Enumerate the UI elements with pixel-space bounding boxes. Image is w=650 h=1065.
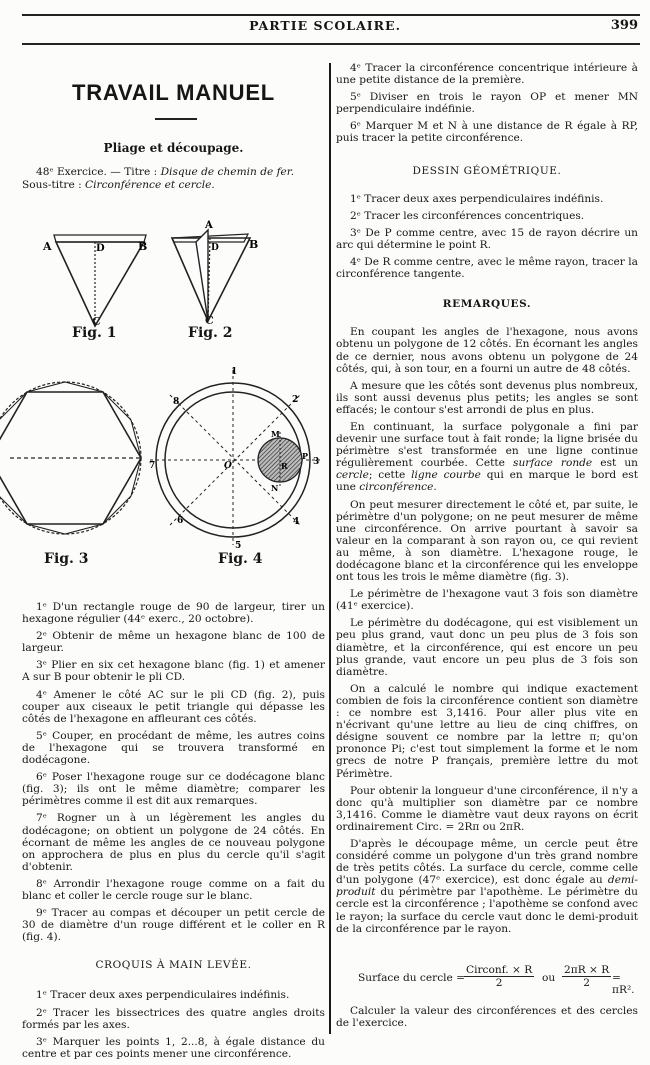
formula-lhs: Surface du cercle = (358, 972, 466, 984)
exercise-title: Disque de chemin de fer. (160, 166, 295, 178)
fig4-point-r: R (281, 461, 288, 471)
running-header-title: PARTIE SCOLAIRE. (249, 18, 401, 33)
remarque-paragraph-6: Le périmètre du dodécagone, qui est visiblement un peu plus grand, vaut donc un peu plus de 3 fois son diamètre, et la circonférence, qui est encore un peu plus grande, vaut encore un peu plus de 3 fois son diamètre. (336, 617, 638, 678)
croquis-step-4: 4ᵉ Tracer la circonférence concentrique intérieure à une petite distance de la première. (336, 62, 638, 87)
fig4-point-7: 7 (149, 461, 156, 471)
fig4-point-2: 2 (292, 395, 299, 405)
title-rule (155, 118, 197, 120)
fig4-label: Fig. 4 (218, 551, 263, 567)
fraction-1-denominator: 2 (495, 977, 503, 989)
fig3-hexagon (0, 392, 141, 524)
remarques-title: REMARQUES. (442, 298, 532, 311)
formula-fraction-2 (562, 964, 611, 990)
p3-text-e: ; cette (368, 469, 412, 482)
croquis-step-5: 5ᵉ Diviser en trois le rayon OP et mener MN perpendiculaire indéfinie. (336, 91, 638, 116)
dessin-step-2: 2ᵉ Tracer les circonférences concentriques. (350, 209, 585, 222)
section-subtitle: Pliage et découpage. (103, 141, 244, 155)
fig2-point-c: C (205, 314, 214, 327)
surface-formula (336, 964, 638, 994)
croquis-step-2: 2ᵉ Tracer les bissectrices des quatre angles droits formés par les axes. (22, 1006, 325, 1031)
header-bottom-rule (22, 43, 640, 45)
pliage-step-3: 3ᵉ Plier en six cet hexagone blanc (fig. 1) et amener A sur B pour obtenir le pli CD. (22, 659, 325, 684)
page-number: 399 (610, 18, 638, 33)
p3-text-i: . (433, 481, 437, 494)
fraction-2-denominator: 2 (583, 977, 591, 989)
remarque-paragraph-2: A mesure que les côtés sont devenus plus nombreux, ils sont aussi devenus plus petits; les angles se sont effacés; le contour s'est arrondi de plus en plus. (336, 379, 638, 416)
p9-text-c: du périmètre par l'apothème. Le périmètre du cercle est la circonférence ; l'apothème se confond avec le rayon; la surface du cercle vaut donc le demi-produit de la circonférence par le rayon. (336, 886, 638, 935)
remarque-paragraph-3 (336, 421, 638, 494)
fig3-circumscribed-circle (0, 382, 141, 534)
pliage-step-8: 8ᵉ Arrondir l'hexagone rouge comme on a fait du blanc et coller le cercle rouge sur le blanc. (22, 877, 325, 902)
fig3-dodecagon (0, 382, 141, 534)
fig2-point-b: B (249, 238, 259, 251)
croquis-title: CROQUIS À MAIN LEVÉE. (95, 959, 252, 972)
fig1-point-a: A (43, 240, 52, 253)
fig4-point-4: 4 (293, 517, 300, 527)
fig1-fold-top (54, 235, 146, 242)
figure-3 (0, 365, 150, 545)
fig2-point-a: A (205, 220, 213, 231)
croquis-step-6: 6ᵉ Marquer M et N à une distance de R égale à RP, puis tracer la petite circonférence. (336, 120, 638, 145)
figure-1 (36, 222, 146, 322)
fig4-point-5: 5 (235, 541, 242, 551)
exercise-heading (22, 166, 325, 191)
pliage-step-6: 6ᵉ Poser l'hexagone rouge sur ce dodécagone blanc (fig. 3); ils ont le même diamètre; comparer les périmètres comme il est dit aux remarques. (22, 771, 325, 808)
remarque-paragraph-7: On a calculé le nombre qui indique exactement combien de fois la circonférence contient son diamètre : ce nombre est 3,1416. Pour aller plus vite en n'écrivant qu'une lettre au lieu de cinq chiffres, on désigne souvent ce nombre par la lettre π; qu'on prononce Pi; c'est tout simplement la forme et le nom grecs de notre P français, première lettre du mot Périmètre. (336, 682, 638, 780)
figure-2 (160, 218, 260, 322)
fig4-point-o: O (224, 461, 232, 471)
pliage-step-4: 4ᵉ Amener le côté AC sur le pli CD (fig. 2), puis couper aux ciseaux le petit triangle qui dépasse les côtés de l'hexagone en affleurant ces côtés. (22, 688, 325, 725)
formula-or: ou (542, 972, 556, 984)
fraction-1-numerator: Circonf. × R (466, 964, 533, 976)
section-title: TRAVAIL MANUEL (71, 80, 276, 105)
p3-text-a: En continuant, la surface polygonale a fini par devenir une surface tout à fait ronde; la ligne brisée du périmètre s'est transformée en une ligne continue régulièrement courbée. Cette (336, 420, 638, 470)
p9-text-a: D'après le découpage même, un cercle peut être considéré comme un polygone d'un très grand nombre de très petits côtés. La surface du cercle, comme celle d'un polygone (47ᵉ exercice), est donc égale au (336, 837, 638, 887)
remarque-paragraph-8: Pour obtenir la longueur d'une circonférence, il n'y a donc qu'à multiplier son diamètre par ce nombre 3,1416. Comme le diamètre vaut deux rayons on écrit ordinairement Circ. = 2Rπ ou 2πR. (336, 784, 638, 833)
dessin-step-1: 1ᵉ Tracer deux axes perpendiculaires indéfinis. (350, 192, 604, 205)
fig1-triangle (56, 242, 144, 326)
dessin-step-3: 3ᵉ De P comme centre, avec 15 de rayon décrire un arc qui détermine le point R. (336, 226, 638, 251)
fig2-label: Fig. 2 (188, 325, 233, 341)
remarque-paragraph-4: On peut mesurer directement le côté et, par suite, le périmètre d'un polygone; on ne peut mesurer de même une circonférence. On arrive pourtant à savoir sa valeur en la comparant à son rayon ou, ce qui revient au même, à son diamètre. L'hexagone rouge, le dodécagone blanc et la circonférence qui les enveloppe ont tous les trois le même diamètre (fig. 3). (336, 498, 638, 584)
right-column (336, 62, 638, 940)
fig4-point-m: M (271, 429, 280, 439)
exercise-subtitle-label: Sous-titre : (22, 178, 86, 191)
fig4-point-p: P (302, 451, 309, 461)
remarque-paragraph-10: Calculer la valeur des circonférences et des cercles de l'exercice. (336, 1005, 638, 1030)
pliage-step-7: 7ᵉ Rogner un à un légèrement les angles du dodécagone; on obtient un polygone de 24 côtés. En écornant de même les angles de ce nouveau polygone on approchera de plus en plus du cercle qu'il s'agit d'obtenir. (22, 812, 325, 873)
pliage-step-1: 1ᵉ D'un rectangle rouge de 90 de largeur, tirer un hexagone régulier (44ᵉ exerc., 20 octobre). (22, 601, 325, 626)
fig4-point-6: 6 (177, 516, 184, 526)
header-top-rule (22, 14, 640, 16)
exercise-subtitle: Circonférence et cercle. (85, 178, 215, 191)
left-column-steps (22, 601, 325, 1065)
fig4-point-3: 3 (313, 457, 320, 467)
p3-text-g: qui en marque le bord est une (336, 469, 638, 494)
fraction-2-numerator: 2πR × R (564, 964, 610, 976)
p3-surface-ronde: surface ronde (513, 457, 593, 470)
remarque-paragraph-1: En coupant les angles de l'hexagone, nous avons obtenu un polygone de 12 côtés. En écornant les angles de ce dernier, nous avons obtenu un polygone de 24 côtés, qui, à son tour, en a fourni un autre de 48 côtés. (336, 326, 638, 375)
dessin-title: DESSIN GÉOMÉTRIQUE. (412, 164, 562, 177)
p3-ligne-courbe: ligne courbe (411, 469, 481, 482)
p9-demi-produit: demi-produit (336, 874, 638, 899)
fig4-point-8: 8 (173, 397, 180, 407)
fig1-point-b: B (138, 240, 148, 253)
dessin-step-4: 4ᵉ De R comme centre, avec le même rayon, tracer la circonférence tangente. (336, 256, 638, 281)
fig3-label: Fig. 3 (44, 551, 89, 567)
pliage-step-2: 2ᵉ Obtenir de même un hexagone blanc de 100 de largeur. (22, 630, 325, 655)
p3-cercle: cercle (336, 469, 369, 482)
p3-text-c: est un (592, 457, 638, 470)
closing-exercise (336, 1005, 638, 1034)
remarque-paragraph-5: Le périmètre de l'hexagone vaut 3 fois son diamètre (41ᵉ exercice). (336, 588, 638, 613)
fig4-point-n: N (271, 483, 279, 493)
croquis-step-1: 1ᵉ Tracer deux axes perpendiculaires indéfinis. (36, 989, 290, 1002)
formula-fraction-1 (464, 964, 534, 990)
fig2-point-d: D (211, 243, 219, 253)
p3-circonference: circonférence (359, 481, 434, 494)
fig4-point-1: 1 (231, 367, 238, 377)
exercise-title-label: 48ᵉ Exercice. — Titre : (36, 166, 161, 178)
pliage-step-5: 5ᵉ Couper, en procédant de même, les autres coins de l'hexagone qui se trouvera transformé en dodécagone. (22, 729, 325, 767)
formula-rhs: = πR². (612, 972, 635, 996)
remarque-paragraph-9 (336, 838, 638, 935)
pliage-step-9: 9ᵉ Tracer au compas et découper un petit cercle de 30 de diamètre d'un rouge différent et le coller en R (fig. 4). (22, 907, 325, 944)
figure-4 (140, 360, 330, 550)
fig1-point-d: D (96, 243, 105, 254)
fig1-label: Fig. 1 (72, 325, 117, 341)
fig1-point-c: C (92, 315, 101, 328)
croquis-step-3: 3ᵉ Marquer les points 1, 2...8, à égale distance du centre et par ces points mener une circonférence. (22, 1035, 325, 1060)
